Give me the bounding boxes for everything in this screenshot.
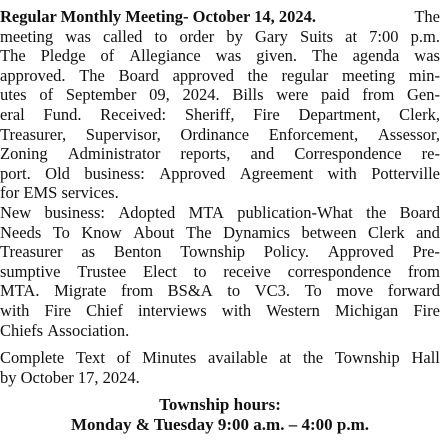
- word: from: [362, 85, 395, 105]
- word: VC3.: [254, 281, 290, 301]
- word: Policy.: [263, 242, 310, 262]
- word: Gary: [254, 26, 288, 46]
- word: Bills: [232, 85, 264, 105]
- word: Western: [266, 300, 320, 320]
- word: Board: [399, 202, 440, 222]
- word: with: [221, 300, 252, 320]
- word: Gen-: [407, 85, 440, 105]
- word: MTA: [188, 202, 224, 222]
- word: business:: [44, 202, 106, 222]
- word: available: [208, 348, 268, 368]
- word: Chief: [86, 300, 123, 320]
- spacer: [0, 340, 440, 348]
- word: The: [311, 46, 338, 66]
- word: The: [0, 46, 26, 66]
- word: Board: [118, 65, 159, 85]
- word: paid: [321, 85, 350, 105]
- word: The: [414, 7, 440, 26]
- word: 17,: [77, 367, 103, 387]
- word: with: [327, 163, 357, 183]
- word: interviews: [137, 300, 207, 320]
- word: Trustee: [77, 261, 127, 281]
- paragraph-line: [0, 262, 440, 282]
- word: forward: [387, 281, 440, 301]
- word: approved.: [0, 65, 66, 85]
- word: Text: [75, 348, 105, 368]
- spacer: [0, 387, 440, 395]
- word: Received:: [100, 104, 167, 124]
- word: Administrator: [67, 144, 161, 164]
- word: Complete: [0, 348, 65, 368]
- word: Township: [180, 242, 246, 262]
- paragraph-line: [0, 301, 440, 321]
- word: Department,: [298, 104, 381, 124]
- word: publication-What: [237, 202, 353, 222]
- paragraph-line: [0, 321, 440, 341]
- word: Fire: [413, 300, 440, 320]
- word: Michigan: [335, 300, 399, 320]
- word: re-: [421, 144, 440, 164]
- word: Treasurer,: [0, 124, 67, 144]
- word: business:: [84, 163, 145, 183]
- word: meeting: [341, 65, 396, 85]
- minutes-body: [0, 27, 440, 341]
- word: Zoning: [0, 144, 48, 164]
- word: Benton: [113, 242, 162, 262]
- word: was: [65, 26, 91, 46]
- word: The: [79, 65, 105, 85]
- word: Needs: [0, 222, 42, 242]
- word: p.m.: [410, 26, 440, 46]
- paragraph-line: [0, 183, 440, 203]
- paragraph-line: [0, 144, 440, 164]
- paragraph-line: [0, 223, 440, 243]
- word: MTA.: [0, 281, 40, 301]
- word: Clerk: [367, 222, 405, 242]
- word: from: [120, 281, 154, 301]
- word: Fire: [253, 104, 280, 124]
- word: Assessor,: [377, 124, 440, 144]
- word: 7:00: [369, 26, 399, 46]
- word: were: [276, 85, 309, 105]
- word: 2024.: [182, 85, 220, 105]
- paragraph-line: [0, 46, 440, 66]
- word: To: [304, 281, 322, 301]
- paragraph-line: [0, 105, 440, 125]
- word: at: [279, 348, 292, 368]
- word: as: [81, 242, 96, 262]
- word: October: [20, 367, 78, 387]
- word: Fund.: [43, 104, 82, 124]
- hours-line: Monday & Tuesday 9:00 a.m. – 4:00 p.m.: [70, 414, 369, 434]
- word: between: [301, 222, 357, 242]
- paragraph-line: [0, 242, 440, 262]
- word: Know: [81, 222, 122, 242]
- complete-text-note: [0, 348, 440, 387]
- word: Agreement: [239, 163, 314, 183]
- word: 09,: [149, 85, 170, 105]
- word: To: [52, 222, 70, 242]
- paragraph-line: [0, 368, 440, 388]
- meeting-minutes-notice: [0, 7, 440, 434]
- word: receive: [223, 261, 271, 281]
- word: Fire: [44, 300, 72, 320]
- word: Clerk,: [399, 104, 440, 124]
- word: Suits: [300, 26, 334, 46]
- word: of: [100, 46, 115, 66]
- word: BS&A: [167, 281, 213, 301]
- word: with: [0, 300, 30, 320]
- word: was: [414, 46, 440, 66]
- word: to: [154, 26, 168, 46]
- word: Sheriff,: [184, 104, 235, 124]
- word: and: [250, 144, 275, 164]
- word: New: [0, 202, 32, 222]
- paragraph-line: [0, 7, 440, 27]
- word: the: [247, 65, 268, 85]
- word: Approved: [159, 163, 226, 183]
- word: Approved: [327, 242, 394, 262]
- word: Association.: [47, 320, 130, 340]
- word: at: [345, 26, 358, 46]
- word: Potterville: [371, 163, 440, 183]
- word: EMS: [23, 183, 62, 203]
- word: Pre-: [412, 242, 440, 262]
- word: of: [39, 85, 54, 105]
- word: Township: [334, 348, 400, 368]
- word: was: [215, 46, 242, 66]
- word: and: [416, 222, 440, 242]
- word: to: [227, 281, 241, 301]
- paragraph-line: [0, 66, 440, 86]
- word: Old: [45, 163, 70, 183]
- word: utes: [0, 85, 27, 105]
- word: approved: [172, 65, 234, 85]
- word: for: [0, 183, 24, 203]
- word: Enforcement,: [268, 124, 359, 144]
- paragraph-line: [0, 27, 440, 47]
- word: the: [302, 348, 324, 368]
- word: eral: [0, 104, 25, 124]
- word: by: [0, 367, 21, 387]
- paragraph-line: [0, 164, 440, 184]
- paragraph-line: [0, 203, 440, 223]
- word: sumptive: [0, 261, 61, 281]
- word: About: [133, 222, 175, 242]
- word: services.: [61, 183, 119, 203]
- word: agenda: [352, 46, 400, 66]
- word: Pledge: [40, 46, 86, 66]
- word: Hall: [411, 348, 440, 368]
- word: port.: [0, 163, 31, 183]
- word: Correspondence: [294, 144, 402, 164]
- word: of: [116, 348, 131, 368]
- word: Elect: [142, 261, 177, 281]
- word: Supervisor,: [85, 124, 161, 144]
- word: correspondence: [287, 261, 392, 281]
- word: meeting: [0, 26, 54, 46]
- word: The: [185, 222, 212, 242]
- word: Migrate: [54, 281, 107, 301]
- hours-heading: Township hours:: [159, 395, 281, 415]
- paragraph-line: [0, 85, 440, 105]
- paragraph-line: [0, 348, 440, 368]
- word: Treasurer: [0, 242, 63, 262]
- word: the: [366, 202, 387, 222]
- word: Allegiance: [129, 46, 201, 66]
- word: Minutes: [142, 348, 197, 368]
- word: move: [336, 281, 374, 301]
- word: from: [407, 261, 440, 281]
- word: order: [179, 26, 215, 46]
- word: Adopted: [118, 202, 176, 222]
- word: regular: [281, 65, 329, 85]
- word: by: [226, 26, 243, 46]
- word: reports,: [180, 144, 231, 164]
- word: September: [65, 85, 137, 105]
- word: to: [193, 261, 207, 281]
- word: given.: [256, 46, 298, 66]
- meeting-heading: Regular Monthly Meeting- October 14, 2024.: [0, 7, 317, 26]
- word: Chiefs: [0, 320, 48, 340]
- word: Ordinance: [180, 124, 250, 144]
- paragraph-line: [0, 125, 440, 145]
- word: 2024.: [102, 367, 140, 387]
- word: min-: [408, 65, 440, 85]
- paragraph-line: [0, 281, 440, 301]
- word: Dynamics: [223, 222, 290, 242]
- word: called: [103, 26, 143, 46]
